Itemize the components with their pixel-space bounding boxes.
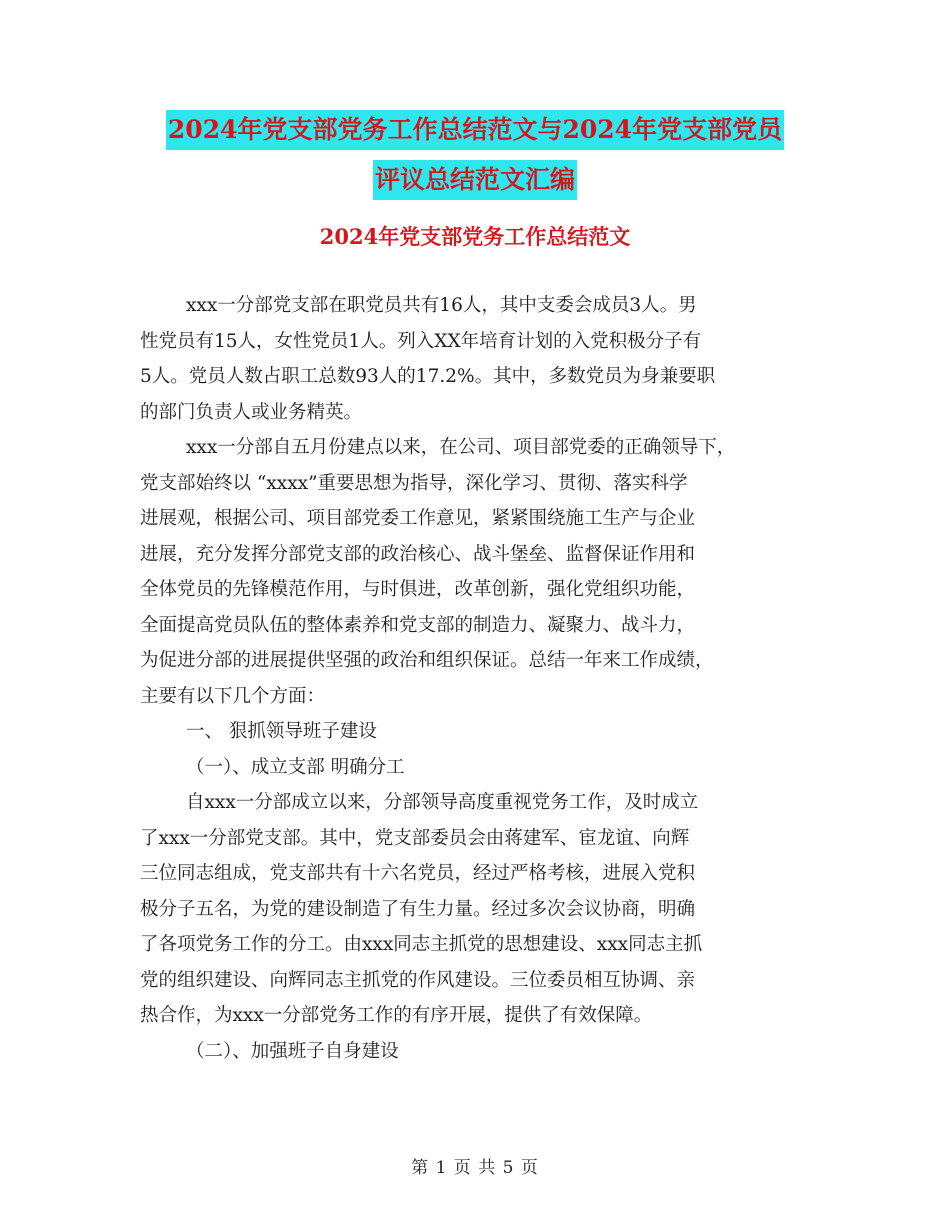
body-line: 5人。党员人数占职工总数93人的17.2%。其中，多数党员为身兼要职 — [140, 366, 716, 387]
body-line: 全面提高党员队伍的整体素养和党支部的制造力、凝聚力、战斗力， — [140, 614, 696, 636]
title-line-2: 评议总结范文汇编 — [373, 160, 577, 200]
title-line-1: 2024年党支部党务工作总结范文与2024年党支部党员 — [166, 110, 784, 150]
body-line: 党支部始终以 “xxxx”重要思想为指导，深化学习、贯彻、落实科学 — [140, 472, 688, 494]
body-line: 性党员有15人，女性党员1人。列入XX年培育计划的入党积极分子有 — [140, 330, 702, 352]
body-line: 进展观，根据公司、项目部党委工作意见，紧紧围绕施工生产与企业 — [140, 508, 696, 529]
heading-level-2: （二）、加强班子自身建设 — [186, 1040, 399, 1062]
body-line: 极分子五名，为党的建设制造了有生力量。经过多次会议协商，明确 — [140, 898, 696, 920]
body-line: 进展，充分发挥分部党支部的政治核心、战斗堡垒、监督保证作用和 — [140, 543, 696, 565]
body-line: 热合作，为xxx一分部党务工作的有序开展，提供了有效保障。 — [140, 1005, 653, 1026]
body-line: 三位同志组成，党支部共有十六名党员，经过严格考核，进展入党积 — [140, 863, 696, 884]
body-line: 为促进分部的进展提供坚强的政治和组织保证。总结一年来工作成绩， — [140, 650, 714, 671]
page-footer: 第 1 页 共 5 页 — [411, 1158, 539, 1178]
body-line: 了xxx一分部党支部。其中，党支部委员会由蒋建军、宦龙谊、向辉 — [140, 827, 690, 849]
document-body — [140, 288, 840, 1069]
body-line: 了各项党务工作的分工。由xxx同志主抓党的思想建设、xxx同志主抓 — [140, 934, 703, 955]
body-line: 主要有以下几个方面： — [140, 685, 326, 707]
heading-level-1: 一、 狠抓领导班子建设 — [186, 721, 377, 742]
body-line: xxx一分部自五月份建点以来，在公司、项目部党委的正确领导下， — [186, 437, 736, 458]
body-line: 自xxx一分部成立以来，分部领导高度重视党务工作，及时成立 — [186, 792, 699, 813]
section-heading: 2024年党支部党务工作总结范文 — [319, 224, 631, 249]
body-line: 的部门负责人或业务精英。 — [140, 401, 363, 423]
body-line: xxx一分部党支部在职党员共有16人，其中支委会成员3人。男 — [186, 295, 697, 316]
document-title — [0, 110, 950, 200]
body-line: 全体党员的先锋模范作用，与时俱进，改革创新，强化党组织功能， — [140, 579, 696, 600]
heading-level-2: （一）、成立支部 明确分工 — [186, 756, 405, 778]
body-line: 党的组织建设、向辉同志主抓党的作风建设。三位委员相互协调、亲 — [140, 969, 696, 991]
